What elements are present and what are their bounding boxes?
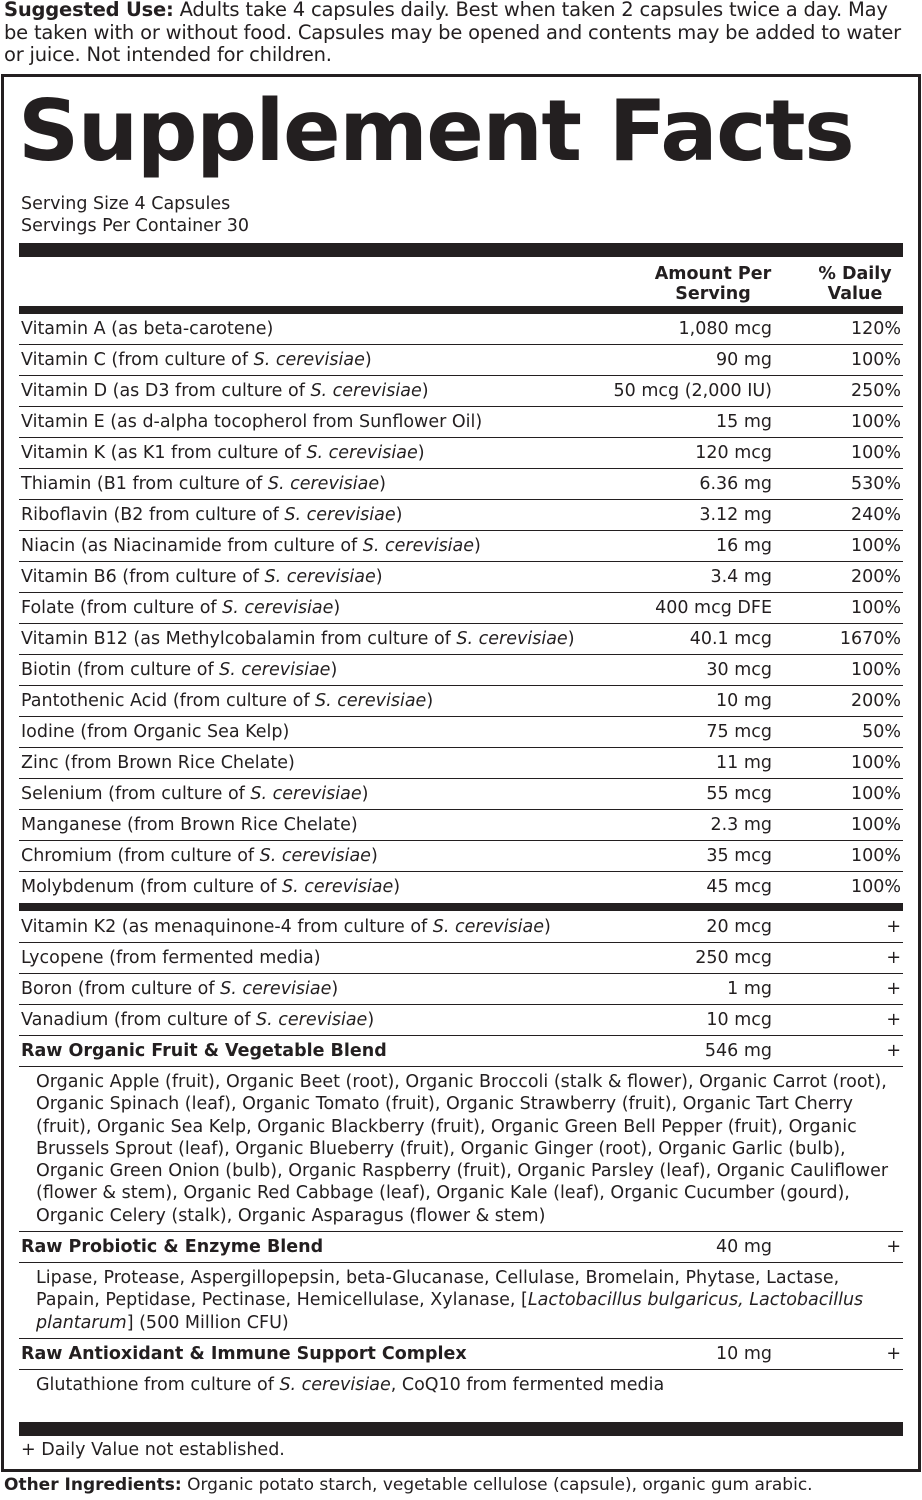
nutrient-name: Folate (from culture of S. cerevisiae) bbox=[21, 598, 341, 618]
nutrient-amount: 50 mcg (2,000 IU) bbox=[613, 381, 772, 401]
nutrient-name: Vitamin B12 (as Methylcobalamin from culture of S. cerevisiae) bbox=[21, 629, 575, 649]
table-row bbox=[19, 1005, 903, 1036]
nutrient-amount: 2.3 mg bbox=[710, 815, 772, 835]
top-thick-bar bbox=[19, 243, 903, 257]
nutrient-name: Lycopene (from fermented media) bbox=[21, 948, 321, 968]
nutrient-name: Iodine (from Organic Sea Kelp) bbox=[21, 722, 290, 742]
nutrient-amount: 10 mg bbox=[716, 691, 772, 711]
nutrient-name: Vitamin E (as d-alpha tocopherol from Sunflower Oil) bbox=[21, 412, 483, 432]
suggested-use-label: Suggested Use: bbox=[4, 0, 174, 21]
nutrient-daily-value: 100% bbox=[850, 536, 901, 556]
nutrient-daily-value: 200% bbox=[850, 691, 901, 711]
suggested-use-text: Adults take 4 capsules daily. Best when taken 2 capsules twice a day. May be taken with or without food. Capsules may be opened and contents may be added to water or juice. Not intended for children. bbox=[4, 0, 901, 66]
table-row bbox=[19, 531, 903, 562]
table-row bbox=[19, 1232, 903, 1263]
nutrient-amount: 15 mg bbox=[716, 412, 772, 432]
nutrient-daily-value: 250% bbox=[850, 381, 901, 401]
table-row bbox=[19, 624, 903, 655]
nutrient-daily-value: 100% bbox=[850, 412, 901, 432]
blend-ingredients: Organic Apple (fruit), Organic Beet (root), Organic Broccoli (stalk & flower), Organic Carrot (root), Organic Spinach (leaf), Organic Tomato (fruit), Organic Strawberry (fruit), Organic Tart Cherry (fruit), Organic Sea Kelp, Organic Blackberry (fruit), Organic Green Bell Pepper (fruit), Organic Brussels Sprout (leaf), Organic Blueberry (fruit), Organic Ginger (root), Organic Garlic (bulb), Organic Green Onion (bulb), Organic Raspberry (fruit), Organic Parsley (leaf), Organic Cauliflower (flower & stem), Organic Red Cabbage (leaf), Organic Kale (leaf), Organic Cucumber (gourd), Organic Celery (stalk), Organic Asparagus (flower & stem) bbox=[36, 1072, 889, 1226]
table-row bbox=[19, 841, 903, 872]
nutrient-daily-value: 1670% bbox=[839, 629, 901, 649]
table-row bbox=[19, 748, 903, 779]
nutrient-daily-value: 100% bbox=[850, 443, 901, 463]
nutrient-amount: 75 mcg bbox=[706, 722, 772, 742]
nutrient-daily-value: + bbox=[886, 948, 901, 968]
table-row bbox=[19, 500, 903, 531]
nutrient-amount: 6.36 mg bbox=[699, 474, 772, 494]
nutrient-name: Raw Antioxidant & Immune Support Complex bbox=[21, 1344, 467, 1364]
other-ingredients-label: Other Ingredients: bbox=[4, 1475, 182, 1495]
table-row bbox=[19, 438, 903, 469]
nutrient-name: Vitamin C (from culture of S. cerevisiae) bbox=[21, 350, 372, 370]
nutrient-amount: 400 mcg DFE bbox=[655, 598, 772, 618]
nutrient-amount: 3.12 mg bbox=[699, 505, 772, 525]
nutrient-amount: 250 mcg bbox=[695, 948, 772, 968]
nutrient-daily-value: 50% bbox=[862, 722, 901, 742]
nutrient-name: Vitamin D (as D3 from culture of S. cerevisiae) bbox=[21, 381, 429, 401]
nutrient-name: Manganese (from Brown Rice Chelate) bbox=[21, 815, 358, 835]
nutrient-name: Vanadium (from culture of S. cerevisiae) bbox=[21, 1010, 375, 1030]
blend-divider bbox=[19, 1369, 903, 1370]
table-row bbox=[19, 810, 903, 841]
nutrient-amount: 546 mg bbox=[704, 1041, 772, 1061]
table-row bbox=[19, 345, 903, 376]
nutrient-amount: 35 mcg bbox=[706, 846, 772, 866]
nutrient-daily-value: 100% bbox=[850, 846, 901, 866]
nutrient-name: Vitamin B6 (from culture of S. cerevisiae) bbox=[21, 567, 383, 587]
blend-divider bbox=[19, 1066, 903, 1067]
nutrient-name: Thiamin (B1 from culture of S. cerevisiae) bbox=[21, 474, 386, 494]
nutrient-amount: 30 mcg bbox=[706, 660, 772, 680]
nutrient-daily-value: 120% bbox=[850, 319, 901, 339]
nutrient-daily-value: 100% bbox=[850, 753, 901, 773]
header-amount: Amount Per Serving bbox=[654, 264, 772, 304]
nutrient-daily-value: + bbox=[886, 1237, 901, 1257]
blend-divider bbox=[19, 1262, 903, 1263]
nutrient-name: Raw Probiotic & Enzyme Blend bbox=[21, 1237, 324, 1257]
nutrient-amount: 10 mg bbox=[716, 1344, 772, 1364]
bottom-thick-bar bbox=[19, 1422, 903, 1436]
nutrient-daily-value: + bbox=[886, 1344, 901, 1364]
nutrient-name: Zinc (from Brown Rice Chelate) bbox=[21, 753, 295, 773]
nutrient-amount: 1 mg bbox=[727, 979, 772, 999]
table-row bbox=[19, 1036, 903, 1067]
table-row bbox=[19, 912, 903, 943]
nutrient-name: Chromium (from culture of S. cerevisiae) bbox=[21, 846, 378, 866]
nutrient-daily-value: 100% bbox=[850, 350, 901, 370]
nutrient-daily-value: + bbox=[886, 917, 901, 937]
blend-ingredients: Lipase, Protease, Aspergillopepsin, beta-Glucanase, Cellulase, Bromelain, Phytase, Lactase, Papain, Peptidase, Pectinase, Hemicellulase, Xylanase, [Lactobacillus bulgaricus, Lactobacillus plantarum] (500 Million CFU) bbox=[36, 1268, 864, 1333]
table-row bbox=[19, 686, 903, 717]
nutrient-daily-value: 100% bbox=[850, 877, 901, 897]
nutrient-name: Raw Organic Fruit & Vegetable Blend bbox=[21, 1041, 387, 1061]
table-row bbox=[19, 469, 903, 500]
nutrient-amount: 120 mcg bbox=[695, 443, 772, 463]
nutrient-name: Vitamin K (as K1 from culture of S. cerevisiae) bbox=[21, 443, 425, 463]
supplement-facts-panel bbox=[1, 74, 921, 1472]
nutrient-daily-value: 100% bbox=[850, 598, 901, 618]
nutrient-name: Pantothenic Acid (from culture of S. cerevisiae) bbox=[21, 691, 434, 711]
nutrient-daily-value: 530% bbox=[850, 474, 901, 494]
table-row bbox=[19, 872, 903, 903]
table-row bbox=[19, 717, 903, 748]
table-row bbox=[19, 655, 903, 686]
table-row bbox=[19, 1339, 903, 1370]
nutrient-daily-value: + bbox=[886, 1010, 901, 1030]
nutrient-name: Niacin (as Niacinamide from culture of S. cerevisiae) bbox=[21, 536, 481, 556]
nutrient-amount: 55 mcg bbox=[706, 784, 772, 804]
table-row bbox=[19, 943, 903, 974]
nutrient-amount: 3.4 mg bbox=[710, 567, 772, 587]
nutrient-amount: 1,080 mcg bbox=[678, 319, 772, 339]
nutrient-name: Vitamin A (as beta-carotene) bbox=[21, 319, 274, 339]
panel-title: Supplement Facts bbox=[18, 82, 854, 181]
nutrient-amount: 10 mcg bbox=[706, 1010, 772, 1030]
serving-size: Serving Size 4 Capsules bbox=[21, 194, 231, 214]
nutrient-amount: 45 mcg bbox=[706, 877, 772, 897]
nutrient-daily-value: + bbox=[886, 1041, 901, 1061]
other-ingredients-text: Organic potato starch, vegetable cellulose (capsule), organic gum arabic. bbox=[181, 1475, 813, 1495]
nutrient-name: Molybdenum (from culture of S. cerevisiae) bbox=[21, 877, 401, 897]
table-row bbox=[19, 974, 903, 1005]
nutrient-name: Vitamin K2 (as menaquinone-4 from culture of S. cerevisiae) bbox=[21, 917, 551, 937]
nutrient-amount: 90 mg bbox=[716, 350, 772, 370]
nutrient-amount: 40 mg bbox=[716, 1237, 772, 1257]
table-row bbox=[19, 779, 903, 810]
header-bar bbox=[19, 306, 903, 314]
table-row bbox=[19, 314, 903, 345]
other-ingredients bbox=[4, 1474, 813, 1496]
nutrient-name: Biotin (from culture of S. cerevisiae) bbox=[21, 660, 338, 680]
serving-info bbox=[21, 193, 249, 237]
table-row bbox=[19, 407, 903, 438]
nutrient-daily-value: + bbox=[886, 979, 901, 999]
separator-bar bbox=[19, 903, 903, 911]
nutrient-amount: 40.1 mcg bbox=[689, 629, 772, 649]
nutrient-daily-value: 100% bbox=[850, 784, 901, 804]
servings-per-container: Servings Per Container 30 bbox=[21, 216, 249, 236]
blend-ingredients: Glutathione from culture of S. cerevisiae, CoQ10 from fermented media bbox=[36, 1375, 665, 1395]
nutrient-amount: 16 mg bbox=[716, 536, 772, 556]
table-row bbox=[19, 562, 903, 593]
nutrient-daily-value: 100% bbox=[850, 660, 901, 680]
nutrient-amount: 20 mcg bbox=[706, 917, 772, 937]
table-row bbox=[19, 376, 903, 407]
nutrient-daily-value: 200% bbox=[850, 567, 901, 587]
nutrient-name: Selenium (from culture of S. cerevisiae) bbox=[21, 784, 369, 804]
header-daily-value: % Daily Value bbox=[818, 264, 892, 304]
suggested-use bbox=[4, 0, 904, 67]
nutrient-amount: 11 mg bbox=[716, 753, 772, 773]
table-row bbox=[19, 593, 903, 624]
footnote: + Daily Value not established. bbox=[21, 1440, 285, 1460]
nutrient-daily-value: 240% bbox=[850, 505, 901, 525]
nutrient-name: Boron (from culture of S. cerevisiae) bbox=[21, 979, 339, 999]
nutrient-name: Riboflavin (B2 from culture of S. cerevisiae) bbox=[21, 505, 403, 525]
nutrient-daily-value: 100% bbox=[850, 815, 901, 835]
